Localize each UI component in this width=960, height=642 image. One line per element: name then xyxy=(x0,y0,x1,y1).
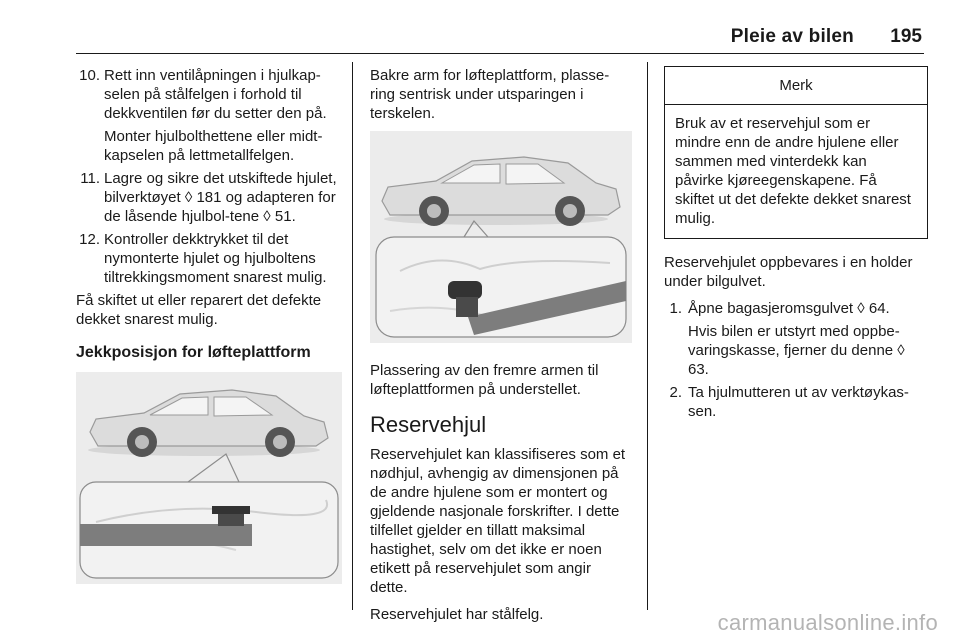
column-divider-2 xyxy=(647,62,648,610)
paragraph: Bakre arm for løfteplattform, plasse-ring sentrisk under utsparingen i terskelen. xyxy=(370,67,610,122)
header-rule xyxy=(76,53,924,54)
step-subtext: Hvis bilen er utstyrt med oppbe-varingskasse, fjerner du denne ◊ 63. xyxy=(688,323,905,378)
step-text: Ta hjulmutteren ut av verktøykas-sen. xyxy=(688,384,909,420)
reference-icon: ◊ xyxy=(897,342,905,359)
column-middle xyxy=(370,66,632,624)
reference-icon: ◊ xyxy=(184,189,193,206)
step-subtext: Monter hjulbolthettene eller midt-kapselen på lettmetallfelgen. xyxy=(104,128,323,164)
step-text: Åpne bagasjeromsgulvet ◊ 64. xyxy=(688,300,890,317)
step-10 xyxy=(76,66,342,165)
watermark: carmanualsonline.info xyxy=(717,610,938,635)
section-title: Pleie av bilen xyxy=(730,26,854,47)
page-reference[interactable]: 64. xyxy=(868,300,890,317)
step-number: 12. xyxy=(79,231,100,248)
step-text: Kontroller dekktrykket til det nymonterte hjulet og hjulboltens tiltrekkingsmoment snarest mulig. xyxy=(104,231,327,286)
step-text: Rett inn ventilåpningen i hjulkap-selen på stålfelgen i forhold til dekkventilen før du setter den på. xyxy=(104,67,327,122)
column-left xyxy=(76,66,342,602)
reference-icon: ◊ xyxy=(263,208,271,225)
step-number: 2. xyxy=(669,384,682,401)
page-reference[interactable]: 181 xyxy=(196,189,222,206)
step-12 xyxy=(76,230,342,287)
paragraph: Reservehjulet kan klassifiseres som et nødhjul, avhengig av dimensjonen på de andre hjulene som er montert og gjeldende nasjonale forskrifter. I dette tilfellet gjelder en tillatt maksimal hastighet, selv om det ikke er noen etikett på reservehjulet som angir dette. xyxy=(370,446,626,596)
column-right xyxy=(664,66,928,425)
page-number: 195 xyxy=(890,26,922,47)
paragraph: Reservehjulet har stålfelg. xyxy=(370,606,544,623)
note-title: Merk xyxy=(665,67,927,105)
paragraph: Reservehjulet oppbevares i en holder under bilgulvet. xyxy=(664,254,913,290)
step-text: Lagre og sikre det utskiftede hjulet, bilverktøyet ◊ 181 og adapteren for de låsende hjulbol-tene ◊ 51. xyxy=(104,170,337,225)
reference-icon: ◊ xyxy=(857,300,865,317)
column-divider-1 xyxy=(352,62,353,610)
paragraph: Få skiftet ut eller reparert det defekte dekket snarest mulig. xyxy=(76,292,322,328)
step-number: 1. xyxy=(669,300,682,317)
section-heading: Reservehjul xyxy=(370,412,487,437)
figure-caption: Plassering av den fremre armen til løfteplattformen på understellet. xyxy=(370,362,599,398)
step-11 xyxy=(76,169,342,226)
lift-front-arm-illustration xyxy=(370,131,632,343)
subheading: Jekkposisjon for løfteplattform xyxy=(76,344,311,361)
step-1 xyxy=(664,299,928,379)
step-2 xyxy=(664,383,928,421)
lift-rear-arm-illustration xyxy=(76,372,342,584)
step-number: 11. xyxy=(80,170,100,187)
page-reference[interactable]: 51. xyxy=(274,208,296,225)
note-body: Bruk av et reservehjul som er mindre enn de andre hjulene eller sammen med vinterdekk kan påvirke kjøreegenskapene. Få skiftet ut det defekte dekket snarest mulig. xyxy=(675,115,911,227)
page-reference[interactable]: 63. xyxy=(688,361,709,378)
note-box xyxy=(664,66,928,239)
step-number: 10. xyxy=(79,67,100,84)
